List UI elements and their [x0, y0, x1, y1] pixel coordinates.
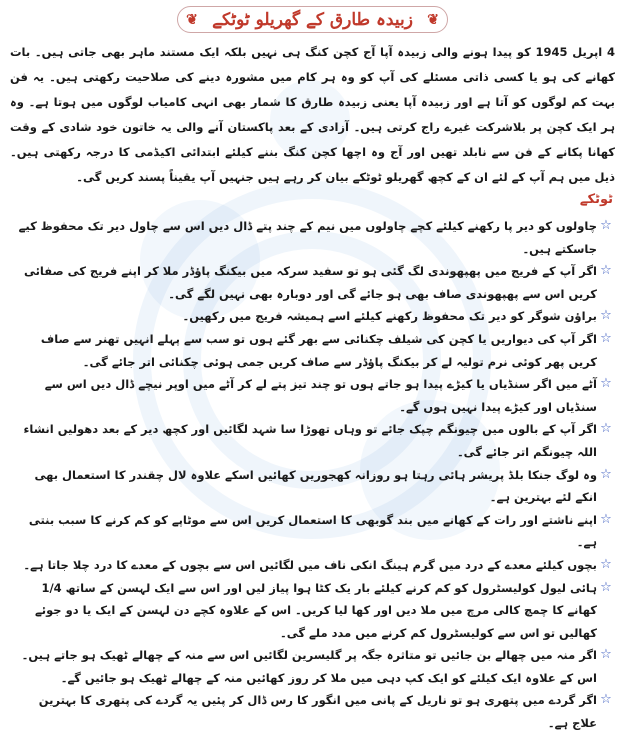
tip-text: وہ لوگ جنکا بلڈ پریشر ہائی رہتا ہو روزانہ کھجوریں کھائیں اسکے علاوہ لال چقندر کا استعمال بھی انکے لئے بہترین ہے۔	[34, 467, 597, 505]
flourish-right-icon: ❦	[427, 11, 439, 28]
tip-item	[10, 328, 615, 373]
title-area	[0, 4, 625, 34]
star-bullet-icon: ☆	[600, 556, 612, 572]
tip-text: اگر آپ کے بالوں میں چیونگم چپک جائے تو وہاں تھوڑا سا شہد لگائیں اور کچھ دیر کے بعد دھولیں انشاء اللہ چیونگم اتر جائے گی۔	[23, 422, 597, 459]
tip-item	[10, 373, 615, 418]
star-bullet-icon: ☆	[600, 511, 612, 527]
tip-text: اگر منہ میں چھالے بن جائیں تو متاثرہ جگہ پر گلیسرین لگائیں اس سے منہ کے چھالے ٹھیک ہو جاتے ہیں۔ اس کے علاوہ ایک کیلئے کو ایک کپ دہی میں ملا کر روز کھائیں منہ کے چھالے ٹھیک ہو جائیں گے۔	[21, 648, 597, 685]
star-bullet-icon: ☆	[600, 466, 612, 482]
star-bullet-icon: ☆	[600, 692, 612, 708]
tip-item	[10, 464, 615, 509]
intro-paragraph: 4 اپریل 1945 کو پیدا ہونے والی زبیدہ آپا آج کچن کنگ ہی نہیں بلکہ ایک مستند ماہر بھی جاتی ہیں۔ بات کھانے کی ہو یا کسی ذاتی مسئلے کی آپ کو وہ ہر کام میں مشورہ دینے کی صلاحیت رکھتی ہیں۔ یہ فن بہت کم لوگوں کو آتا ہے اور زبیدہ آپا یعنی زبیدہ طارق کا شمار بھی انہی کامیاب لوگوں میں ہوتا ہے۔ وہ ہر ایک کچن پر بلاشرکت غیرے راج کرتی ہیں۔ آزادی کے بعد پاکستان آنے والی یہ خاتون خود شادی کے وقت کھانا پکانے کے فن سے نابلد تھیں اور آج وہ اچھا کچن کنگ بننے کیلئے ابتدائی اکیڈمی کا درجہ رکھتی ہیں۔ ذیل میں ہم آپ کے لئے ان کے کچھ گھریلو ٹوٹکے بیان کر رہے ہیں جنہیں آپ یقیناً پسند کریں گی۔	[10, 45, 615, 184]
tip-text: اگر گردے میں پتھری ہو تو ناریل کے پانی میں انگور کا رس ڈال کر پئیں یہ گردے کی پتھری کا بہترین علاج ہے۔	[38, 693, 597, 731]
star-bullet-icon: ☆	[600, 218, 612, 233]
tip-item	[10, 215, 615, 260]
tip-item	[10, 509, 615, 554]
star-bullet-icon: ☆	[600, 308, 612, 324]
title-frame	[177, 6, 448, 33]
tip-text: اپنے ناشتے اور رات کے کھانے میں بند گوبھی کا استعمال کریں اس سے موٹاپے کو کم کرنے کا سبب بنتی ہے۔	[28, 512, 597, 550]
tip-item	[10, 260, 615, 305]
tip-item	[10, 305, 615, 328]
tip-text: چاولوں کو دیر پا رکھنے کیلئے کچے چاولوں میں نیم کے چند پتے ڈال دیں اس سے چاول دیر تک محفوظ کیے جاسکتے ہیں۔	[18, 219, 597, 256]
star-bullet-icon: ☆	[600, 579, 612, 595]
tip-text: اگر آپ کے فریج میں پھپھوندی لگ گئی ہو تو سفید سرکہ میں بیکنگ پاؤڈر ملا کر اپنے فریج کی صفائی کریں اس سے پھپھوندی صاف بھی ہو جائے گی اور دوبارہ بھی نہیں لگے گی۔	[23, 264, 597, 301]
tip-text: اگر آپ کی دیواریں یا کچن کی شیلف چکنائی سے بھر گئے ہوں تو سب سے پہلے انہیں تھنر سے صاف کریں پھر کوئی نرم تولیہ لے کر بیکنگ پاؤڈر سے صاف کریں جمی ہوئی چکنائی اتر جائے گی۔	[40, 331, 597, 369]
flourish-left-icon: ❦	[186, 11, 198, 28]
star-bullet-icon: ☆	[600, 647, 612, 663]
tips-list	[10, 215, 615, 735]
star-bullet-icon: ☆	[600, 421, 612, 437]
tips-heading: ٹوٹکے	[579, 192, 613, 207]
tip-item	[10, 554, 615, 577]
star-bullet-icon: ☆	[600, 263, 612, 279]
tip-item	[10, 644, 615, 689]
tip-text: آٹے میں اگر سنڈیاں یا کیڑے پیدا ہو جاتے ہوں تو چند تیز پتے لے کر آٹے میں اوپر نیچے ڈال دیں اس سے سنڈیاں اور کیڑے پیدا نہیں ہوں گے۔	[44, 377, 597, 414]
tip-text: ہائی لیول کولیسٹرول کو کم کرنے کیلئے بار یک کٹا ہوا پیاز لیں اور اس سے ایک لہسن کے ساتھ 1/4 کھانے کا چمچ کالی مرچ میں ملا دیں اور کھا لیا کریں۔ اس کے علاوہ کچے دن لہسن کے ایک یا دو جوئے کھالیں تو اس سے کولیسٹرول کم کرنے میں مدد ملے گی۔	[35, 580, 597, 640]
tip-text: براؤن شوگر کو دیر تک محفوظ رکھنے کیلئے اسے ہمیشہ فریج میں رکھیں۔	[182, 309, 597, 324]
tip-item	[10, 689, 615, 734]
star-bullet-icon: ☆	[600, 330, 612, 346]
tip-item	[10, 577, 615, 645]
tip-item	[10, 418, 615, 463]
tip-text: بچوں کیلئے معدے کے درد میں گرم ہینگ انکی ناف میں لگائیں اس سے بچوں کے معدے کا درد چلا جاتا ہے۔	[23, 557, 597, 572]
page-title: زبیدہ طارق کے گھریلو ٹوٹکے	[212, 9, 413, 30]
star-bullet-icon: ☆	[600, 376, 612, 392]
